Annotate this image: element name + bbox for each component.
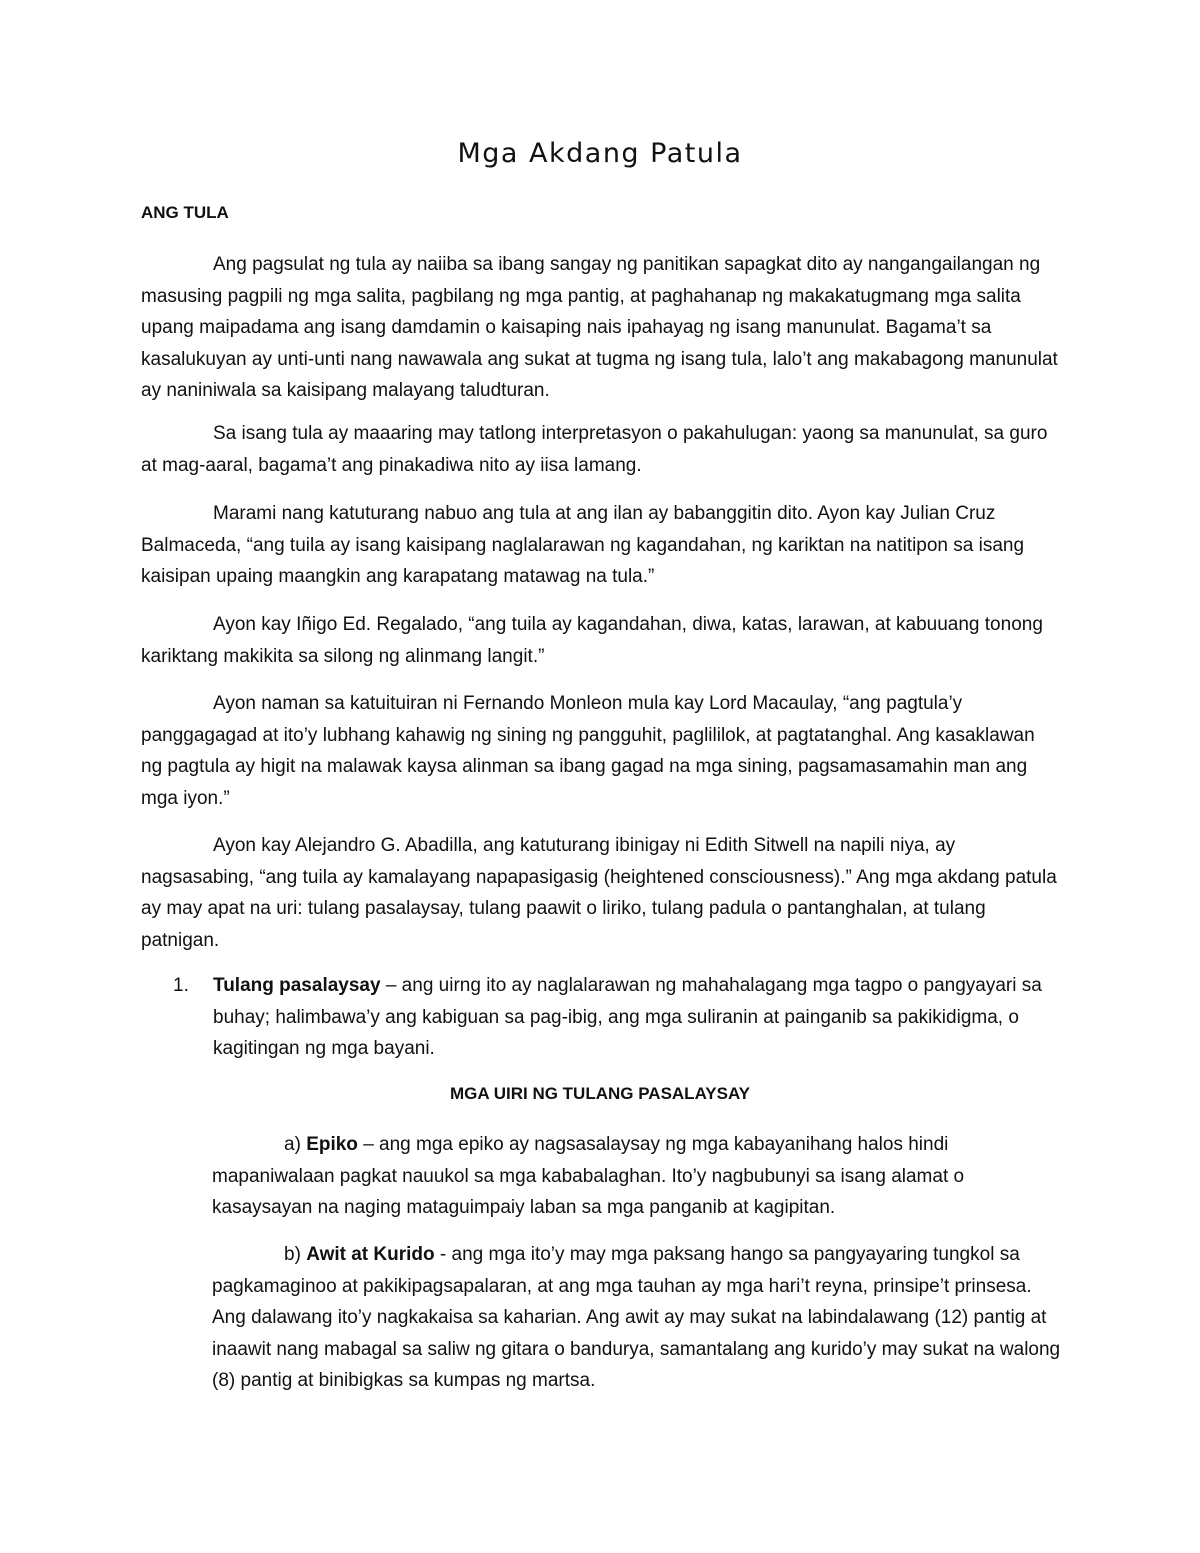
sub-item-awit-kurido <box>212 1239 1062 1397</box>
sub-item-term: Awit at Kurido <box>306 1244 435 1265</box>
sub-item-term: Epiko <box>306 1134 358 1155</box>
sub-item-paragraph <box>212 1129 1062 1224</box>
sub-heading: MGA UIRI NG TULANG PASALAYSAY <box>449 1084 751 1103</box>
paragraph-abadilla: Ayon kay Alejandro G. Abadilla, ang katuturang ibinigay ni Edith Sitwell na napili niya, ay nagsasabing, “ang tuila ay kamalayang napapasigasig (heightened consciousness).” Ang mga akdang patula ay may apat na uri: tulang pasalaysay, tulang paawit o liriko, tulang padula o pantanghalan, at tulang patnigan. <box>141 835 1057 951</box>
list-item-body <box>213 970 1061 1065</box>
sub-item-label: a) <box>284 1134 307 1155</box>
paragraph-regalado: Ayon kay Iñigo Ed. Regalado, “ang tuila ay kagandahan, diwa, katas, larawan, at kabuuang tonong kariktang makikita sa silong ng alinmang langit.” <box>141 614 1043 667</box>
sub-item-epiko <box>212 1129 1062 1224</box>
sub-item-text: - ang mga ito’y may mga paksang hango sa pangyayaring tungkol sa pagkamaginoo at pakikipagsapalaran, at ang mga tauhan ay mga hari’t reyna, prinsipe’t prinsesa. Ang dalawang ito’y nagkakaisa sa kaharian. Ang awit ay may sukat na labindalawang (12) pantig at inaawit nang mabagal sa saliw ng gitara o bandurya, samantalang ang kurido’y may sukat na walong (8) pantig at binibigkas sa kumpas ng martsa. <box>212 1244 1061 1391</box>
paragraph-interpretations: Sa isang tula ay maaaring may tatlong interpretasyon o pakahulugan: yaong sa manunulat, sa guro at mag-aaral, bagama’t ang pinakadiwa nito ay iisa lamang. <box>141 423 1048 476</box>
section-heading: ANG TULA <box>141 203 229 222</box>
document-title: Mga Akdang Patula <box>457 138 743 169</box>
list-item <box>141 970 1061 1065</box>
paragraph-intro: Ang pagsulat ng tula ay naiiba sa ibang sangay ng panitikan sapagkat dito ay nangangailangan ng masusing pagpili ng mga salita, pagbilang ng mga pantig, at paghahanap ng makakatugmang mga salita upang maipadama ang isang damdamin o kaisaping nais ipahayag ng isang manunulat. Bagama’t sa kasalukuyan ay unti-unti nang nawawala ang sukat at tugma ng isang tula, lalo’t ang makabagong manunulat ay naniniwala sa kaisipang malayang taludturan. <box>141 254 1058 401</box>
paragraph-monleon: Ayon naman sa katuituiran ni Fernando Monleon mula kay Lord Macaulay, “ang pagtula’y panggagagad at ito’y lubhang kahawig ng sining ng pangguhit, paglililok, at pagtatanghal. Ang kasaklawan ng pagtula ay higit na malawak kaysa alinman sa ibang gagad na mga sining, pagsamasamahin man ang mga iyon.” <box>141 693 1035 809</box>
list-number: 1. <box>173 975 189 996</box>
paragraph-balmaceda: Marami nang katuturang nabuo ang tula at ang ilan ay babanggitin dito. Ayon kay Julian Cruz Balmaceda, “ang tuila ay isang kaisipang naglalarawan ng kagandahan, ng kariktan na natitipon sa isang kaisipan upaing maangkin ang karapatang matawag na tula.” <box>141 503 1025 587</box>
sub-item-label: b) <box>284 1244 307 1265</box>
list-item-term: Tulang pasalaysay <box>213 975 381 996</box>
sub-item-text: – ang mga epiko ay nagsasalaysay ng mga kabayanihang halos hindi mapaniwalaan pagkat nauukol sa mga kababalaghan. Ito’y nagbubunyi sa isang alamat o kasaysayan na naging mataguimpaiy laban sa mga panganib at kagipitan. <box>212 1134 965 1218</box>
list-item-text: – ang uirng ito ay naglalarawan ng mahahalagang mga tagpo o pangyayari sa buhay; halimbawa’y ang kabiguan sa pag-ibig, ang mga suliranin at painganib sa pakikidigma, o kagitingan ng mga bayani. <box>213 975 1042 1059</box>
sub-item-paragraph <box>212 1239 1062 1397</box>
